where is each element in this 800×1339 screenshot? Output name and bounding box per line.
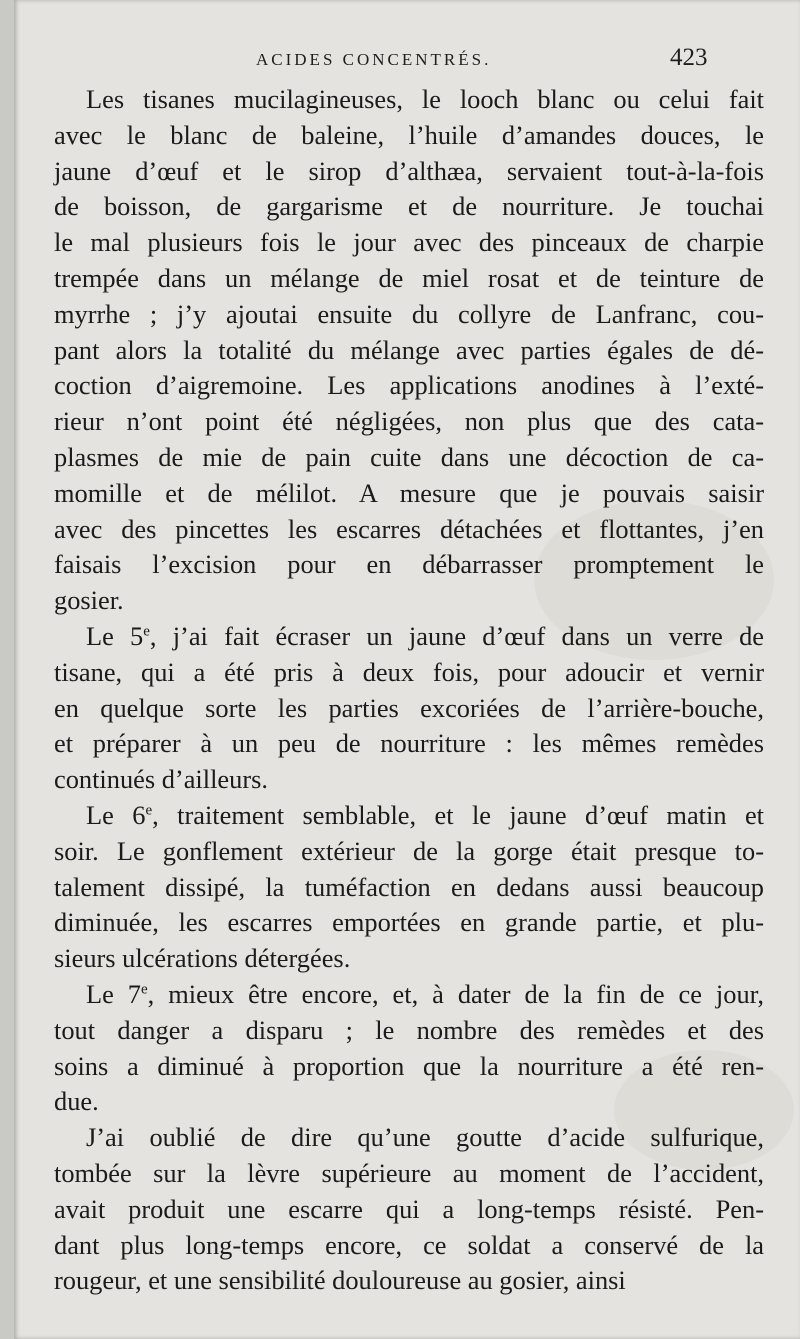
page-number: 423 bbox=[670, 44, 708, 71]
paragraph bbox=[54, 619, 764, 798]
text-line: sieurs ulcérations détergées. bbox=[54, 943, 351, 974]
running-title: ACIDES CONCENTRÉS. bbox=[256, 50, 492, 69]
text-line: en quelque sorte les parties excoriées de l’arrière-bouche, bbox=[54, 692, 764, 723]
text-line: rieur n’ont point été négligées, non plus que des cata- bbox=[54, 406, 764, 437]
text-line: jaune d’œuf et le sirop d’althæa, servaient tout-à-la-fois bbox=[54, 155, 764, 186]
text-line: soins a diminué à proportion que la nourriture a été ren- bbox=[54, 1050, 764, 1081]
text-line: soir. Le gonflement extérieur de la gorge était presque to- bbox=[54, 835, 764, 866]
text-line: de boisson, de gargarisme et de nourriture. Je touchai bbox=[54, 191, 764, 222]
text-line: momille et de mélilot. A mesure que je pouvais saisir bbox=[54, 477, 764, 508]
text-line: J’ai oublié de dire qu’une goutte d’acide sulfurique, bbox=[86, 1122, 764, 1153]
text-line: le mal plusieurs fois le jour avec des pinceaux de charpie bbox=[54, 227, 764, 258]
text-line: avait produit une escarre qui a long-temps résisté. Pen- bbox=[54, 1193, 764, 1224]
text-line: continués d’ailleurs. bbox=[54, 764, 268, 795]
text-line: diminuée, les escarres emportées en grande partie, et plu- bbox=[54, 907, 764, 938]
text-line: coction d’aigremoine. Les applications anodines à l’exté- bbox=[54, 370, 764, 401]
text-line: trempée dans un mélange de miel rosat et de teinture de bbox=[54, 262, 764, 293]
text-line: gosier. bbox=[54, 585, 124, 616]
text-line: Le 5e, j’ai fait écraser un jaune d’œuf dans un verre de bbox=[86, 620, 764, 651]
text-line: Le 7e, mieux être encore, et, à dater de la fin de ce jour, bbox=[86, 978, 764, 1009]
text-line: tombée sur la lèvre supérieure au moment de l’accident, bbox=[54, 1157, 764, 1188]
text-line: due. bbox=[54, 1086, 99, 1117]
paragraph bbox=[54, 977, 764, 1120]
text-line: et préparer à un peu de nourriture : les mêmes remèdes bbox=[54, 728, 764, 759]
text-line: tisane, qui a été pris à deux fois, pour adoucir et vernir bbox=[54, 656, 764, 687]
text-line: avec le blanc de baleine, l’huile d’amandes douces, le bbox=[54, 119, 764, 150]
text-line: dant plus long-temps encore, ce soldat a conservé de la bbox=[54, 1229, 764, 1260]
page-header bbox=[14, 44, 800, 80]
text-line: Les tisanes mucilagineuses, le looch blanc ou celui fait bbox=[86, 84, 764, 114]
text-line: tout danger a disparu ; le nombre des remèdes et des bbox=[54, 1014, 764, 1045]
book-page bbox=[14, 0, 800, 1339]
body-text bbox=[54, 82, 764, 1299]
text-line: Le 6e, traitement semblable, et le jaune d’œuf matin et bbox=[86, 799, 764, 830]
paragraph bbox=[54, 798, 764, 977]
text-line: faisais l’excision pour en débarrasser promptement le bbox=[54, 549, 764, 580]
text-line: myrrhe ; j’y ajoutai ensuite du collyre de Lanfranc, cou- bbox=[54, 298, 764, 329]
text-line: avec des pincettes les escarres détachées et flottantes, j’en bbox=[54, 513, 764, 544]
paragraph bbox=[54, 82, 764, 619]
text-line: pant alors la totalité du mélange avec parties égales de dé- bbox=[54, 334, 764, 365]
text-line: rougeur, et une sensibilité douloureuse au gosier, ainsi bbox=[54, 1265, 626, 1296]
text-line: plasmes de mie de pain cuite dans une décoction de ca- bbox=[54, 441, 764, 472]
paragraph bbox=[54, 1120, 764, 1299]
text-line: talement dissipé, la tuméfaction en dedans aussi beaucoup bbox=[54, 871, 764, 902]
